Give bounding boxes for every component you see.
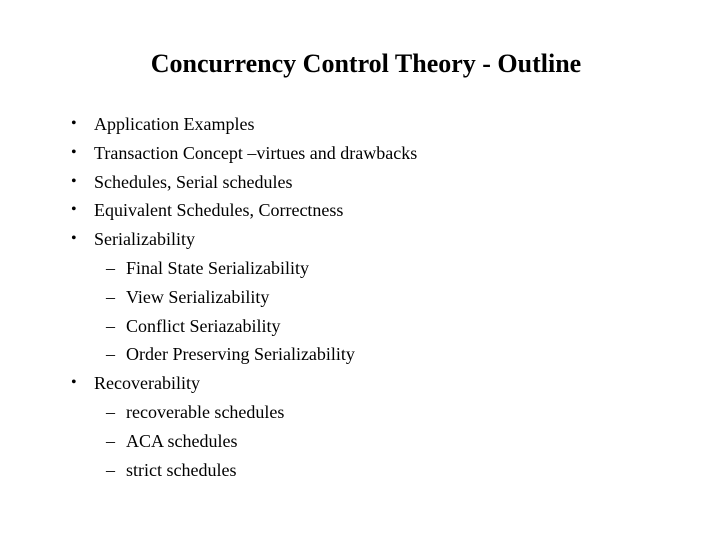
outline-item	[0, 168, 417, 197]
sub-item-label: strict schedules	[126, 459, 237, 480]
dash-icon: –	[106, 344, 115, 365]
outline-item	[0, 196, 417, 225]
bullet-icon: •	[71, 230, 77, 248]
outline-item-label: Transaction Concept –virtues and drawbacks	[94, 142, 418, 163]
sub-item	[94, 427, 417, 456]
outline-item-label: Recoverability	[94, 373, 200, 394]
dash-icon: –	[106, 257, 115, 278]
bullet-icon: •	[71, 201, 77, 219]
sub-item	[94, 340, 417, 369]
outline-item-label: Schedules, Serial schedules	[94, 171, 293, 192]
bullet-icon: •	[71, 143, 77, 161]
outline-item	[0, 225, 417, 369]
sub-item-label: View Serializability	[126, 286, 270, 307]
outline-item	[0, 369, 417, 484]
sub-item	[94, 312, 417, 341]
sub-item-label: Order Preserving Serializability	[126, 344, 355, 365]
sub-item	[94, 283, 417, 312]
sub-list-recoverability	[106, 398, 417, 484]
sub-list-serializability	[94, 254, 417, 369]
sub-item-label: ACA schedules	[126, 430, 238, 451]
sub-item	[94, 456, 417, 485]
outline-item	[0, 139, 417, 168]
dash-icon: –	[106, 430, 115, 451]
outline-item-label: Application Examples	[94, 114, 255, 134]
bullet-icon: •	[71, 172, 77, 190]
sub-item-label: Final State Serializability	[126, 257, 309, 278]
sub-item-label: recoverable schedules	[126, 401, 285, 422]
sub-item	[94, 254, 417, 283]
sub-item-label: Conflict Seriazability	[126, 315, 281, 336]
sub-item	[94, 398, 417, 427]
bullet-icon: •	[71, 115, 77, 132]
bullet-icon: •	[71, 374, 77, 392]
outline-item-label: Equivalent Schedules, Correctness	[94, 200, 344, 221]
outline-item	[0, 110, 417, 139]
outline-item-label: Serializability	[94, 229, 195, 250]
dash-icon: –	[106, 315, 115, 336]
outline-list	[0, 110, 417, 484]
dash-icon: –	[106, 286, 115, 307]
dash-icon: –	[106, 401, 115, 422]
slide-title: Concurrency Control Theory - Outline	[150, 49, 582, 78]
dash-icon: –	[106, 459, 115, 480]
